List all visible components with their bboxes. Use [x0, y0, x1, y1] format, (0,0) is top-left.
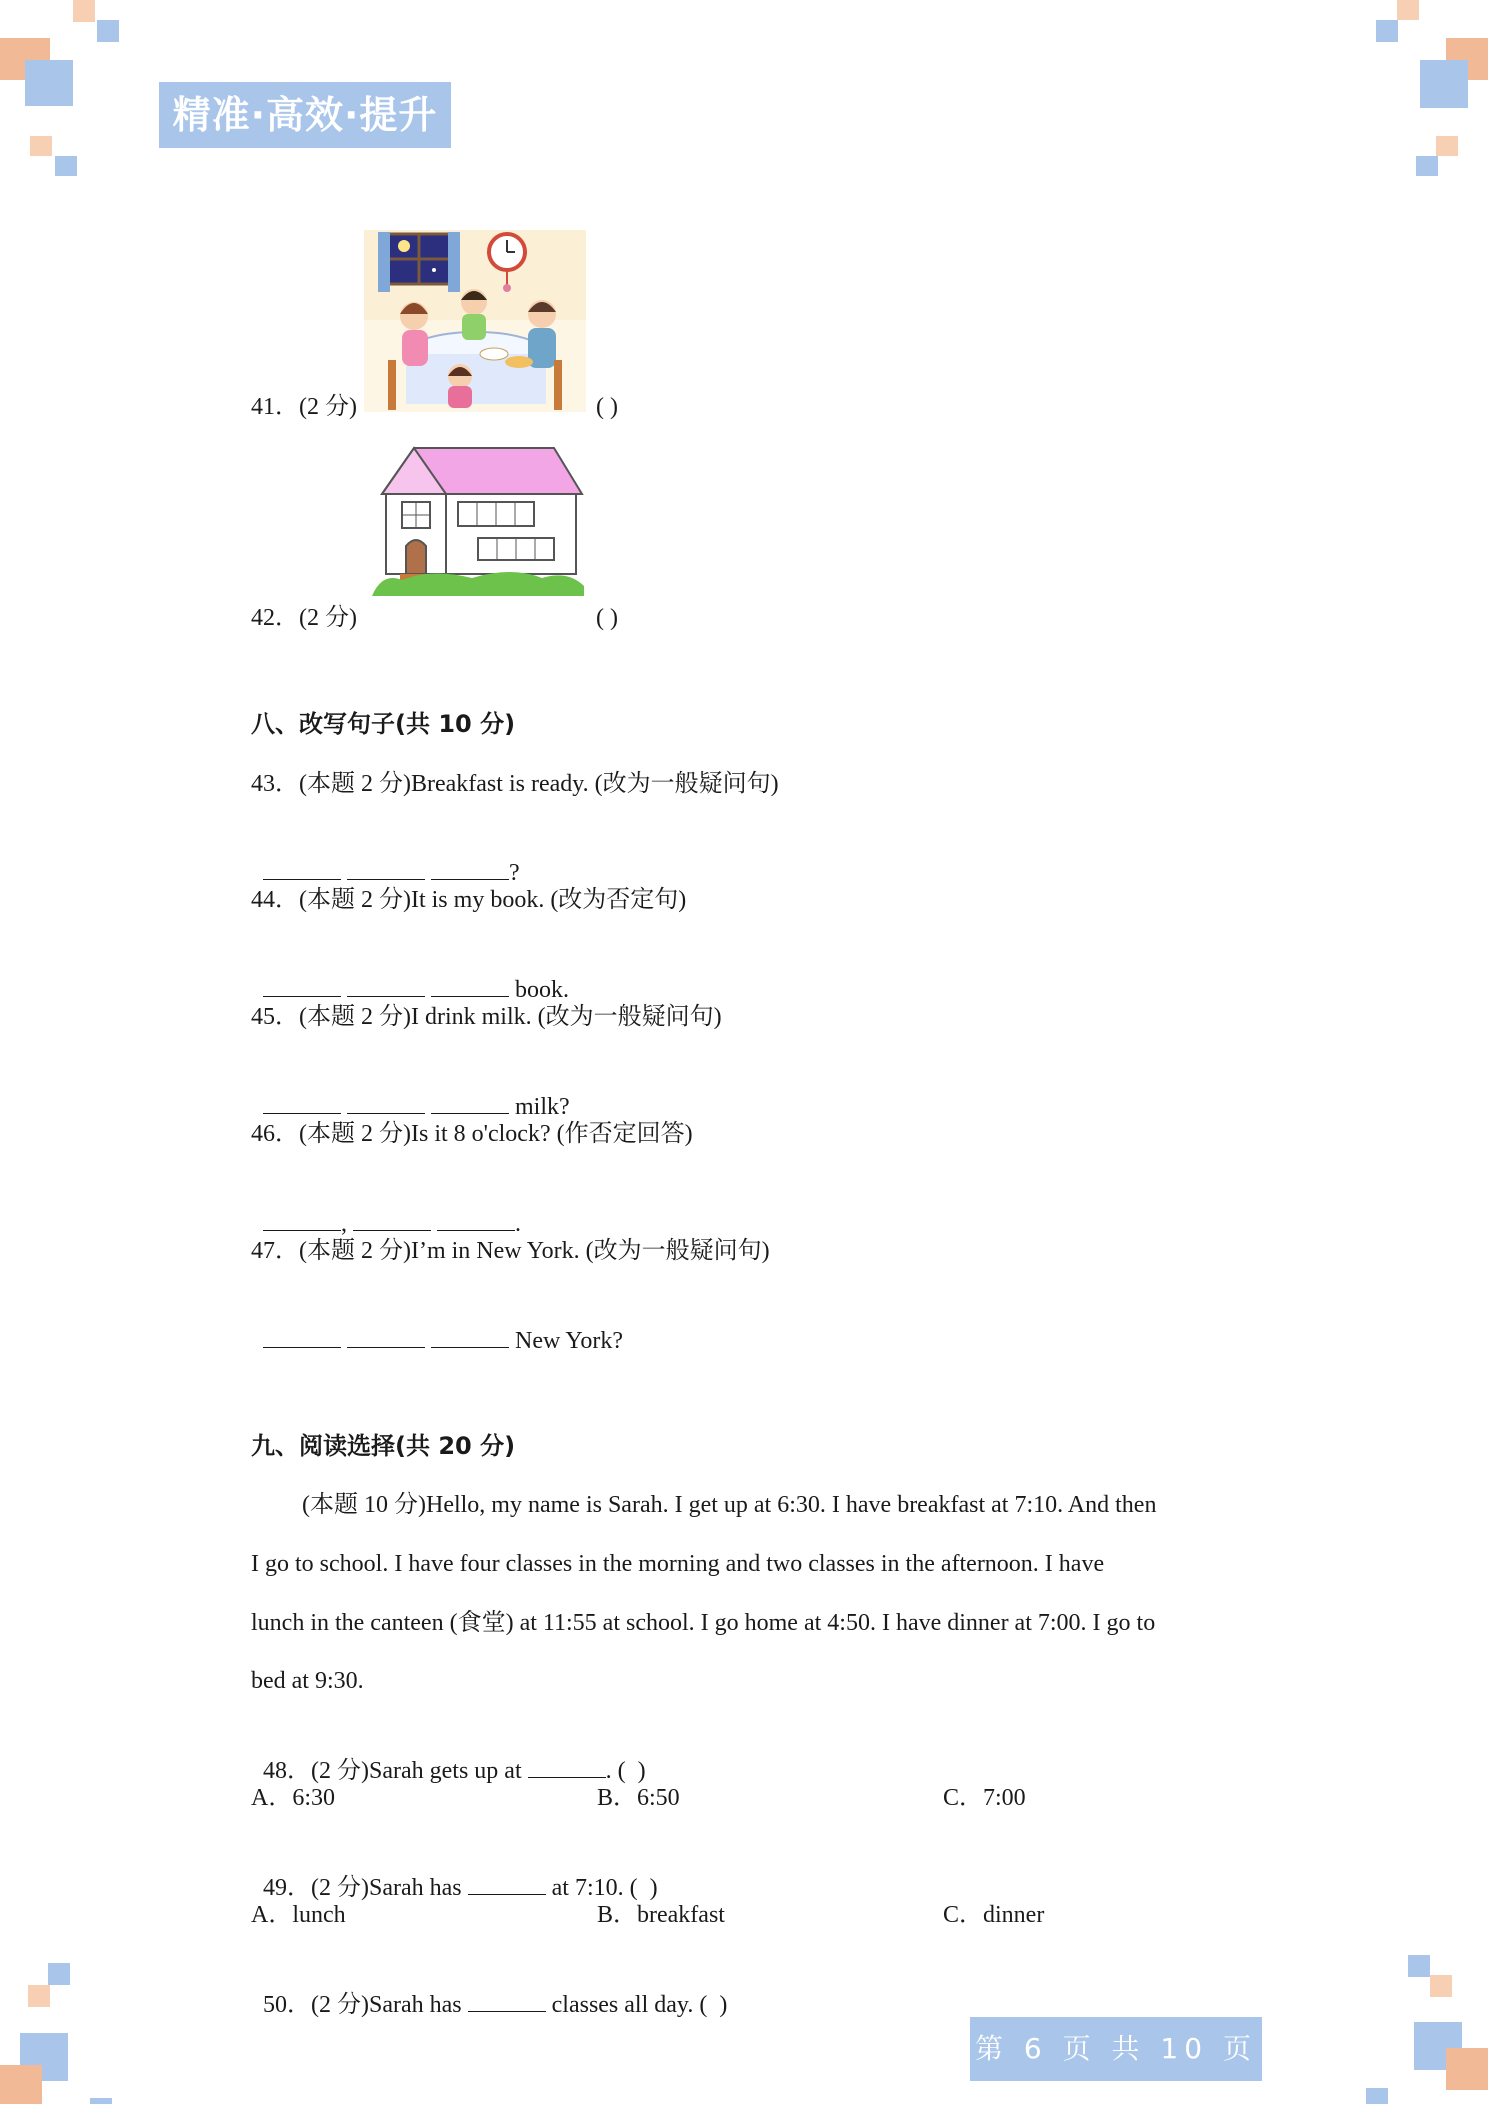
blank[interactable]: [431, 1325, 509, 1348]
header-banner: 精准·高效·提升: [159, 82, 451, 148]
blank[interactable]: [347, 857, 425, 880]
passage-line-1: (本题 10 分)Hello, my name is Sarah. I get up at 6:30. I have breakfast at 7:10. And then: [302, 1492, 1157, 1518]
question-text-end: at 7:10. ( ): [545, 1875, 658, 1901]
question-48: [251, 1725, 646, 1786]
question-47: 47．(本题 2 分)I’m in New York. (改为一般疑问句): [251, 1238, 770, 1264]
blank[interactable]: [468, 1872, 546, 1895]
blank[interactable]: [263, 974, 341, 997]
option-48-a[interactable]: A．6:30: [251, 1785, 335, 1811]
option-49-c[interactable]: C．dinner: [943, 1902, 1045, 1928]
question-42-answer[interactable]: ( ): [596, 605, 618, 631]
blank[interactable]: [347, 1325, 425, 1348]
question-42-label: 42．(2 分): [251, 605, 357, 631]
section-8-heading: 八、改写句子(共 10 分): [251, 710, 516, 738]
house-picture: [372, 446, 584, 596]
blank[interactable]: [263, 1325, 341, 1348]
passage-line-3: lunch in the canteen (食堂) at 11:55 at school. I go home at 4:50. I have dinner at 7:00. I go to: [251, 1610, 1156, 1636]
option-49-a[interactable]: A．lunch: [251, 1902, 346, 1928]
blank[interactable]: [353, 1208, 431, 1231]
question-46: 46．(本题 2 分)Is it 8 o'clock? (作否定回答): [251, 1121, 693, 1147]
answer-line-44[interactable]: [251, 944, 569, 1005]
passage-line-2: I go to school. I have four classes in the morning and two classes in the afternoon. I have: [251, 1551, 1105, 1577]
question-text: 49．(2 分)Sarah has: [263, 1875, 468, 1901]
question-43: 43．(本题 2 分)Breakfast is ready. (改为一般疑问句): [251, 771, 779, 797]
question-text-end: . ( ): [605, 1758, 646, 1784]
family-dinner-picture: [364, 230, 586, 412]
blank[interactable]: [431, 857, 509, 880]
blank[interactable]: [468, 1989, 546, 2012]
blank[interactable]: [431, 974, 509, 997]
blank[interactable]: [528, 1755, 606, 1778]
question-44: 44．(本题 2 分)It is my book. (改为否定句): [251, 887, 687, 913]
question-text: 50．(2 分)Sarah has: [263, 1992, 468, 2018]
answer-line-46[interactable]: , .: [251, 1178, 521, 1239]
option-48-b[interactable]: B．6:50: [597, 1785, 680, 1811]
section-9-heading: 九、阅读选择(共 20 分): [251, 1432, 516, 1460]
question-text: 48．(2 分)Sarah gets up at: [263, 1758, 528, 1784]
answer-line-45[interactable]: [251, 1061, 570, 1122]
question-45: 45．(本题 2 分)I drink milk. (改为一般疑问句): [251, 1004, 722, 1030]
option-49-b[interactable]: B．breakfast: [597, 1902, 725, 1928]
blank[interactable]: [263, 1208, 341, 1231]
blank[interactable]: [347, 1091, 425, 1114]
answer-line-47[interactable]: [251, 1295, 623, 1356]
answer-tail: book.: [509, 977, 569, 1003]
passage-line-4: bed at 9:30.: [251, 1668, 364, 1694]
blank[interactable]: [431, 1091, 509, 1114]
option-48-c[interactable]: C．7:00: [943, 1785, 1026, 1811]
blank[interactable]: [263, 1091, 341, 1114]
blank[interactable]: [347, 974, 425, 997]
page-number-footer: 第 6 页 共 10 页: [970, 2017, 1262, 2081]
blank[interactable]: [437, 1208, 515, 1231]
answer-tail: .: [515, 1211, 521, 1237]
answer-tail: New York?: [509, 1328, 623, 1354]
question-41-answer[interactable]: ( ): [596, 394, 618, 420]
answer-tail: ?: [509, 860, 520, 886]
question-49: [251, 1842, 658, 1903]
question-41-label: 41．(2 分): [251, 394, 357, 420]
answer-tail: milk?: [509, 1094, 570, 1120]
question-text-end: classes all day. ( ): [545, 1992, 728, 2018]
blank[interactable]: [263, 857, 341, 880]
question-50: [251, 1959, 727, 2020]
answer-line-43[interactable]: [251, 827, 520, 888]
